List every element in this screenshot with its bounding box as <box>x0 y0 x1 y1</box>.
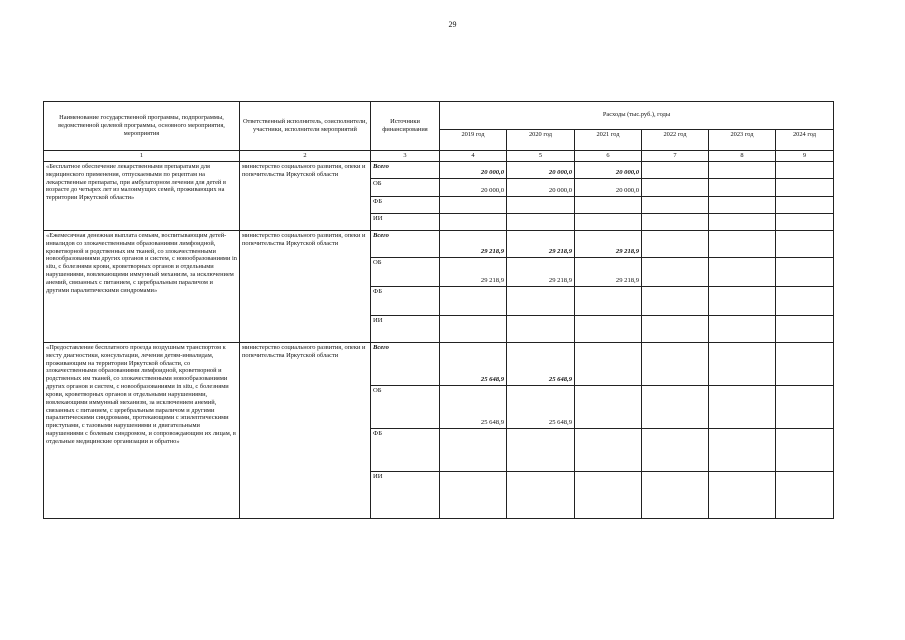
value-cell <box>440 197 507 214</box>
value-cell <box>507 287 575 316</box>
value-cell <box>507 429 575 472</box>
value-cell <box>575 472 642 519</box>
value-cell <box>776 429 834 472</box>
value-cell <box>642 162 709 179</box>
value-cell: 20 000,0 <box>507 179 575 197</box>
source-label: ФБ <box>371 429 440 472</box>
value-cell: 20 000,0 <box>507 162 575 179</box>
value-cell: 29 218,9 <box>440 231 507 258</box>
value-cell: 25 648,9 <box>440 343 507 386</box>
value-cell: 29 218,9 <box>575 258 642 287</box>
source-label: ФБ <box>371 287 440 316</box>
source-label: ИИ <box>371 472 440 519</box>
col-num: 7 <box>642 151 709 162</box>
value-cell <box>642 386 709 429</box>
value-cell <box>507 316 575 343</box>
year-2021: 2021 год <box>575 129 642 150</box>
col-num: 8 <box>709 151 776 162</box>
value-cell <box>776 386 834 429</box>
value-cell <box>440 287 507 316</box>
header-name: Наименование государственной программы, подпрограммы, ведомственной целевой программы, основного мероприятия, мероприятия <box>44 102 240 151</box>
source-label: ОБ <box>371 258 440 287</box>
value-cell <box>709 258 776 287</box>
value-cell <box>507 214 575 231</box>
value-cell <box>642 214 709 231</box>
value-cell <box>642 287 709 316</box>
source-label: Всего <box>371 231 440 258</box>
value-cell <box>642 197 709 214</box>
measure-executor: министерство социального развития, опеки и попечительства Иркутской области <box>240 343 371 519</box>
value-cell <box>709 214 776 231</box>
measure-executor: министерство социального развития, опеки и попечительства Иркутской области <box>240 162 371 231</box>
value-cell: 20 000,0 <box>575 179 642 197</box>
source-label: Всего <box>371 162 440 179</box>
value-cell: 29 218,9 <box>507 231 575 258</box>
column-number-row <box>44 151 834 162</box>
value-cell: 25 648,9 <box>440 386 507 429</box>
measure-executor: министерство социального развития, опеки и попечительства Иркутской области <box>240 231 371 343</box>
value-cell <box>440 472 507 519</box>
source-label: ОБ <box>371 179 440 197</box>
value-cell <box>642 258 709 287</box>
budget-table <box>43 101 834 519</box>
table-row <box>44 343 834 386</box>
value-cell <box>575 197 642 214</box>
value-cell: 29 218,9 <box>575 231 642 258</box>
value-cell <box>575 429 642 472</box>
col-num: 3 <box>371 151 440 162</box>
header-source: Источники финансирования <box>371 102 440 151</box>
value-cell <box>440 429 507 472</box>
value-cell <box>440 316 507 343</box>
value-cell <box>575 214 642 231</box>
value-cell <box>575 386 642 429</box>
value-cell: 29 218,9 <box>507 258 575 287</box>
value-cell <box>776 162 834 179</box>
value-cell <box>709 231 776 258</box>
value-cell <box>642 472 709 519</box>
measure-name: «Бесплатное обеспечение лекарственными препаратами для медицинского применения, отпускаемыми по рецептам на лекарственные препараты, при амбулаторном лечении для детей в возрасте до четырех лет из малоимущих семей, проживающих на территории Иркутской области» <box>44 162 240 231</box>
col-num: 1 <box>44 151 240 162</box>
value-cell: 25 648,9 <box>507 386 575 429</box>
col-num: 4 <box>440 151 507 162</box>
value-cell <box>575 343 642 386</box>
value-cell <box>642 343 709 386</box>
value-cell <box>642 429 709 472</box>
year-2024: 2024 год <box>776 129 834 150</box>
table-row <box>44 231 834 258</box>
value-cell <box>642 179 709 197</box>
value-cell <box>507 472 575 519</box>
value-cell <box>776 258 834 287</box>
source-label: ОБ <box>371 386 440 429</box>
value-cell <box>575 316 642 343</box>
value-cell: 20 000,0 <box>440 162 507 179</box>
col-num: 6 <box>575 151 642 162</box>
source-label: ИИ <box>371 316 440 343</box>
value-cell <box>776 287 834 316</box>
source-label: ИИ <box>371 214 440 231</box>
year-2022: 2022 год <box>642 129 709 150</box>
value-cell <box>709 343 776 386</box>
table-row <box>44 162 834 179</box>
value-cell <box>709 287 776 316</box>
col-num: 2 <box>240 151 371 162</box>
value-cell <box>776 316 834 343</box>
value-cell <box>776 472 834 519</box>
col-num: 9 <box>776 151 834 162</box>
value-cell <box>776 343 834 386</box>
value-cell <box>776 179 834 197</box>
source-label: ФБ <box>371 197 440 214</box>
value-cell: 25 648,9 <box>507 343 575 386</box>
header-expenses: Расходы (тыс.руб.), годы <box>440 102 834 130</box>
value-cell <box>776 231 834 258</box>
value-cell <box>507 197 575 214</box>
value-cell <box>776 197 834 214</box>
value-cell <box>709 162 776 179</box>
value-cell <box>709 429 776 472</box>
measure-name: «Ежемесячная денежная выплата семьям, воспитывающим детей-инвалидов со злокачественными образованиями лимфоидной, кроветворной и родственных им тканей, со злокачественными новообразованиями других органов и систем, с новообразованиями in situ, с болезнями крови, кроветворных органов и отдельными нарушениями, вовлекающими иммунный механизм, за исключением анемий, связанных с питанием, с церебральным параличом и другими паралитическими синдромами» <box>44 231 240 343</box>
value-cell <box>776 214 834 231</box>
value-cell <box>709 472 776 519</box>
value-cell <box>709 179 776 197</box>
measure-name: «Предоставление бесплатного проезда воздушным транспортом к месту диагностики, консультации, лечения детям-инвалидам, проживающим на территории Иркутской области, со злокачественными образованиями лимфоидной, кроветворной и родственных им тканей, со злокачественными новообразованиями других органов и систем, с новообразованиями in situ, с болезнями крови, кроветворных органов и отдельными нарушениями, вовлекающими иммунный механизм, за исключением анемий, связанных с питанием, с церебральным параличом и другими паралитическими синдромами, протекающими с эпилептическими приступами, с тазовыми нарушениями и двигательными нарушениями с болевым синдромом, и сопровождающим их лицам, в отдельные медицинские организации и обратно» <box>44 343 240 519</box>
value-cell <box>709 197 776 214</box>
value-cell <box>709 316 776 343</box>
year-2023: 2023 год <box>709 129 776 150</box>
value-cell: 29 218,9 <box>440 258 507 287</box>
source-label: Всего <box>371 343 440 386</box>
value-cell <box>575 287 642 316</box>
header-executor: Ответственный исполнитель, соисполнители, участники, исполнители мероприятий <box>240 102 371 151</box>
value-cell: 20 000,0 <box>440 179 507 197</box>
value-cell <box>642 231 709 258</box>
col-num: 5 <box>507 151 575 162</box>
year-2020: 2020 год <box>507 129 575 150</box>
value-cell <box>642 316 709 343</box>
header-row <box>44 102 834 130</box>
year-2019: 2019 год <box>440 129 507 150</box>
page-number: 29 <box>448 20 457 29</box>
value-cell: 20 000,0 <box>575 162 642 179</box>
value-cell <box>440 214 507 231</box>
value-cell <box>709 386 776 429</box>
